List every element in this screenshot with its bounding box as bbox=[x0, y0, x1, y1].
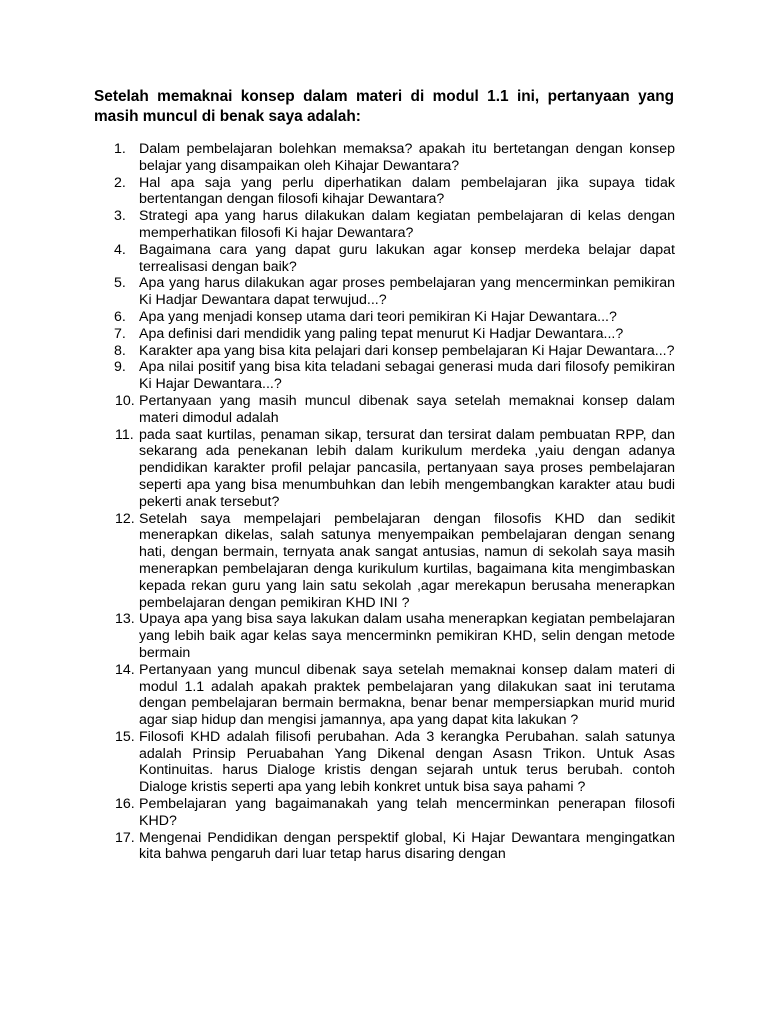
question-text: Mengenai Pendidikan dengan perspektif global, Ki Hajar Dewantara mengingatkan kita bahwa pengaruh dari luar tetap harus disaring dengan bbox=[139, 829, 675, 863]
question-number: 3. bbox=[114, 208, 126, 225]
question-item bbox=[0, 662, 675, 729]
question-number: 8. bbox=[114, 342, 126, 359]
question-item bbox=[0, 393, 675, 427]
question-item bbox=[0, 427, 675, 511]
question-item bbox=[0, 309, 675, 326]
question-item bbox=[0, 326, 675, 343]
question-number: 14. bbox=[115, 661, 135, 678]
question-text: Pertanyaan yang muncul dibenak saya setelah memaknai konsep dalam materi di modul 1.1 adalah apakah praktek pembelajaran yang dilakukan saat ini terutama dengan pembelajaran bermain bermakna, benar benar mempersiapkan murid murid agar siap hidup dan mengisi jamannya, apa yang dapat kita lakukan ? bbox=[139, 661, 675, 729]
question-text: Filosofi KHD adalah filisofi perubahan. Ada 3 kerangka Perubahan. salah satunya adalah Prinsip Peruabahan Yang Dikenal dengan Asasn Trikon. Untuk Asas Kontinuitas. harus Dialoge kristis dengan sejarah untuk terus berubah. contoh Dialoge kristis seperti apa yang lebih konkret untuk bisa saya pahami ? bbox=[139, 728, 675, 796]
question-number: 5. bbox=[114, 275, 126, 292]
question-item bbox=[0, 242, 675, 276]
question-text: Upaya apa yang bisa saya lakukan dalam usaha menerapkan kegiatan pembelajaran yang lebih baik agar kelas saya mencerminkn pemikiran KHD, selin dengan metode bermain bbox=[139, 611, 675, 661]
question-text: Apa definisi dari mendidik yang paling tepat menurut Ki Hadjar Dewantara...? bbox=[139, 325, 624, 342]
question-item bbox=[0, 359, 675, 393]
question-number: 9. bbox=[114, 359, 126, 376]
question-text: Karakter apa yang bisa kita pelajari dari konsep pembelajaran Ki Hajar Dewantara...? bbox=[139, 342, 675, 359]
question-item bbox=[0, 729, 675, 796]
question-text: Strategi apa yang harus dilakukan dalam kegiatan pembelajaran di kelas dengan memperhatikan filosofi Ki hajar Dewantara? bbox=[139, 208, 675, 241]
question-number: 1. bbox=[114, 141, 126, 157]
question-number: 11. bbox=[115, 426, 134, 443]
question-text: Apa yang harus dilakukan agar proses pembelajaran yang mencerminkan pemikiran Ki Hadjar Dewantara dapat terwujud...? bbox=[139, 275, 675, 309]
question-text: Apa yang menjadi konsep utama dari teori pemikiran Ki Hajar Dewantara...? bbox=[139, 308, 617, 325]
question-item bbox=[0, 175, 675, 209]
question-item bbox=[0, 343, 675, 360]
question-text: Pembelajaran yang bagaimanakah yang telah mencerminkan penerapan filosofi KHD? bbox=[139, 796, 675, 829]
question-item bbox=[0, 275, 675, 309]
question-item bbox=[0, 611, 675, 661]
question-text: Pertanyaan yang masih muncul dibenak saya setelah memaknai konsep dalam materi dimodul adalah bbox=[139, 392, 675, 426]
question-text: pada saat kurtilas, penaman sikap, tersurat dan tersirat dalam pembuatan RPP, dan sekarang ada penekanan lebih dalam kurikulum merdeka ,yaiu dengan adanya pendidikan karakter profil pelajar pancasila, pertanyaan saya proses pembelajaran seperti apa yang bisa menumbuhkan dan lebih mengembangkan karakter atau budi pekerti anak tersebut? bbox=[139, 426, 675, 510]
question-number: 6. bbox=[114, 308, 126, 325]
question-number: 10. bbox=[115, 392, 135, 409]
question-number: 2. bbox=[114, 174, 126, 191]
question-number: 12. bbox=[115, 510, 135, 527]
question-text: Dalam pembelajaran bolehkan memaksa? apakah itu bertetangan dengan konsep belajar yang disampaikan oleh Kihajar Dewantara? bbox=[139, 141, 675, 174]
question-text: Setelah saya mempelajari pembelajaran dengan filosofis KHD dan sedikit menerapkan dikelas, salah satunya menyempaikan pembelajaran dengan senang hati, dengan bermain, ternyata anak sangat antusias, namun di sekolah saya masih menerapkan pembelajaran denga kurikulum kurtilas, bagaimana kita mengimbaskan kepada rekan guru yang lain satu sekolah ,agar merekapun berusaha menerapkan pembelajaran dengan pemikiran KHD INI ? bbox=[139, 510, 675, 611]
question-item bbox=[0, 208, 675, 242]
question-item bbox=[0, 796, 675, 830]
question-number: 13. bbox=[115, 611, 135, 628]
question-number: 15. bbox=[115, 728, 135, 745]
question-item bbox=[0, 511, 675, 612]
question-item bbox=[0, 141, 675, 175]
question-number: 4. bbox=[114, 241, 126, 258]
question-text: Apa nilai positif yang bisa kita teladani sebagai generasi muda dari filosofy pemikiran Ki Hajar Dewantara...? bbox=[139, 359, 675, 393]
question-number: 16. bbox=[115, 796, 135, 813]
question-text: Bagaimana cara yang dapat guru lakukan agar konsep merdeka belajar dapat terrealisasi dengan baik? bbox=[139, 241, 675, 275]
question-number: 7. bbox=[114, 325, 126, 342]
question-number: 17. bbox=[115, 829, 135, 846]
question-item bbox=[0, 830, 675, 864]
document-heading: Setelah memaknai konsep dalam materi di modul 1.1 ini, pertanyaan yang masih muncul di benak saya adalah: bbox=[94, 88, 674, 125]
question-list bbox=[0, 141, 768, 863]
question-text: Hal apa saja yang perlu diperhatikan dalam pembelajaran jika supaya tidak bertentangan dengan filosofi kihajar Dewantara? bbox=[139, 174, 675, 208]
